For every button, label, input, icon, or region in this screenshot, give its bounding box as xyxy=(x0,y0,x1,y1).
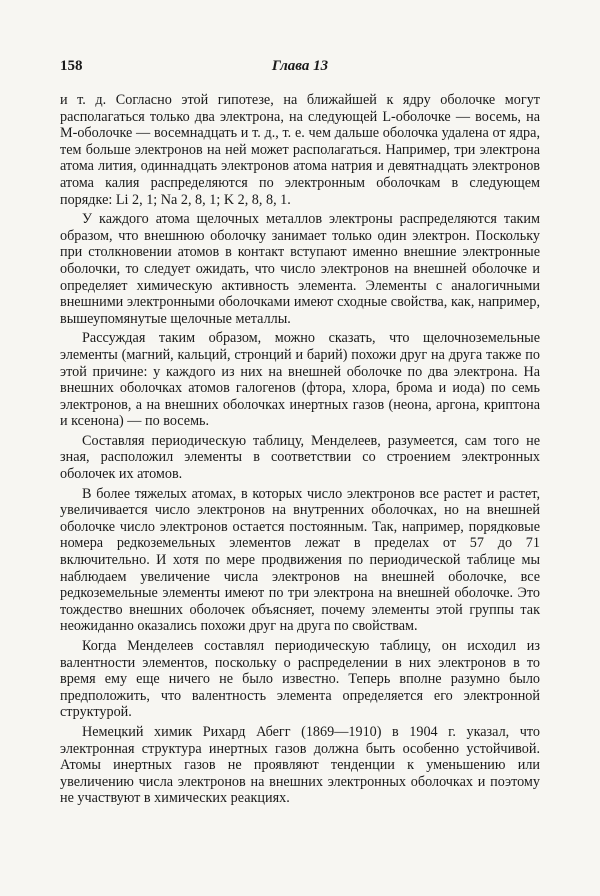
paragraph: и т. д. Согласно этой гипотезе, на ближайшей к ядру оболочке могут располагаться только два электрона, на следующей L-оболочке — восемь, на M-оболочке — восемнадцать и т. д., т. е. чем дальше оболочка удалена от ядра, тем больше электронов на ней может располагаться. Например, три электрона атома лития, одиннадцать электронов атома натрия и девятнадцать электронов атома калия распределяются по электронным оболочкам в следующем порядке: Li 2, 1; Na 2, 8, 1; K 2, 8, 8, 1. xyxy=(60,92,540,208)
page-number: 158 xyxy=(60,58,83,74)
paragraph: Когда Менделеев составлял периодическую таблицу, он исходил из валентности элементов, поскольку о распределении в них электронов в то время ему еще ничего не было известно. Теперь вполне разумно было предположить, что валентность элемента определяется его электронной структурой. xyxy=(60,638,540,721)
page-header xyxy=(60,58,540,78)
paragraph: Составляя периодическую таблицу, Менделеев, разумеется, сам того не зная, расположил элементы в соответствии со строением электронных оболочек их атомов. xyxy=(60,432,540,483)
paragraph: Немецкий химик Рихард Абегг (1869—1910) в 1904 г. указал, что электронная структура инертных газов должна быть особенно устойчивой. Атомы инертных газов не проявляют тенденции к уменьшению или увеличению числа электронов на внешних электронных оболочках и поэтому не участвуют в химических реакциях. xyxy=(60,723,540,807)
running-head: Глава 13 xyxy=(271,58,329,74)
body-text xyxy=(60,92,540,810)
paragraph: В более тяжелых атомах, в которых число электронов все растет и растет, увеличивается число электронов на внутренних оболочках, но на внешней оболочке число электронов остается постоянным. Так, например, порядковые номера редкоземельных элементов лежат в пределах от 57 до 71 включительно. И хотя по мере продвижения по периодической таблице мы наблюдаем увеличение числа электронов на внешней оболочке, все редкоземельные элементы имеют по три электрона на внешней оболочке. Это тождество внешних оболочек объясняет, почему элементы этой группы так неожиданно оказались похожи друг на друга по свойствам. xyxy=(60,485,540,635)
paragraph: Рассуждая таким образом, можно сказать, что щелочноземельные элементы (магний, кальций, стронций и барий) похожи друг на друга также по этой причине: у каждого из них на внешней оболочке по два электрона. На внешних оболочках атомов галогенов (фтора, хлора, брома и иода) по семь электронов, а на внешних оболочках инертных газов (неона, аргона, криптона и ксенона) — по восемь. xyxy=(60,330,540,430)
paragraph: У каждого атома щелочных металлов электроны распределяются таким образом, что внешнюю оболочку занимает только один электрон. Поскольку при столкновении атомов в контакт вступают именно внешние электронные оболочки, то следует ожидать, что число электронов на внешней оболочке и определяет химическую активность элемента. Элементы с аналогичными внешними электронными оболочками имеют сходные свойства, как, например, вышеупомянутые щелочные металлы. xyxy=(60,211,540,327)
